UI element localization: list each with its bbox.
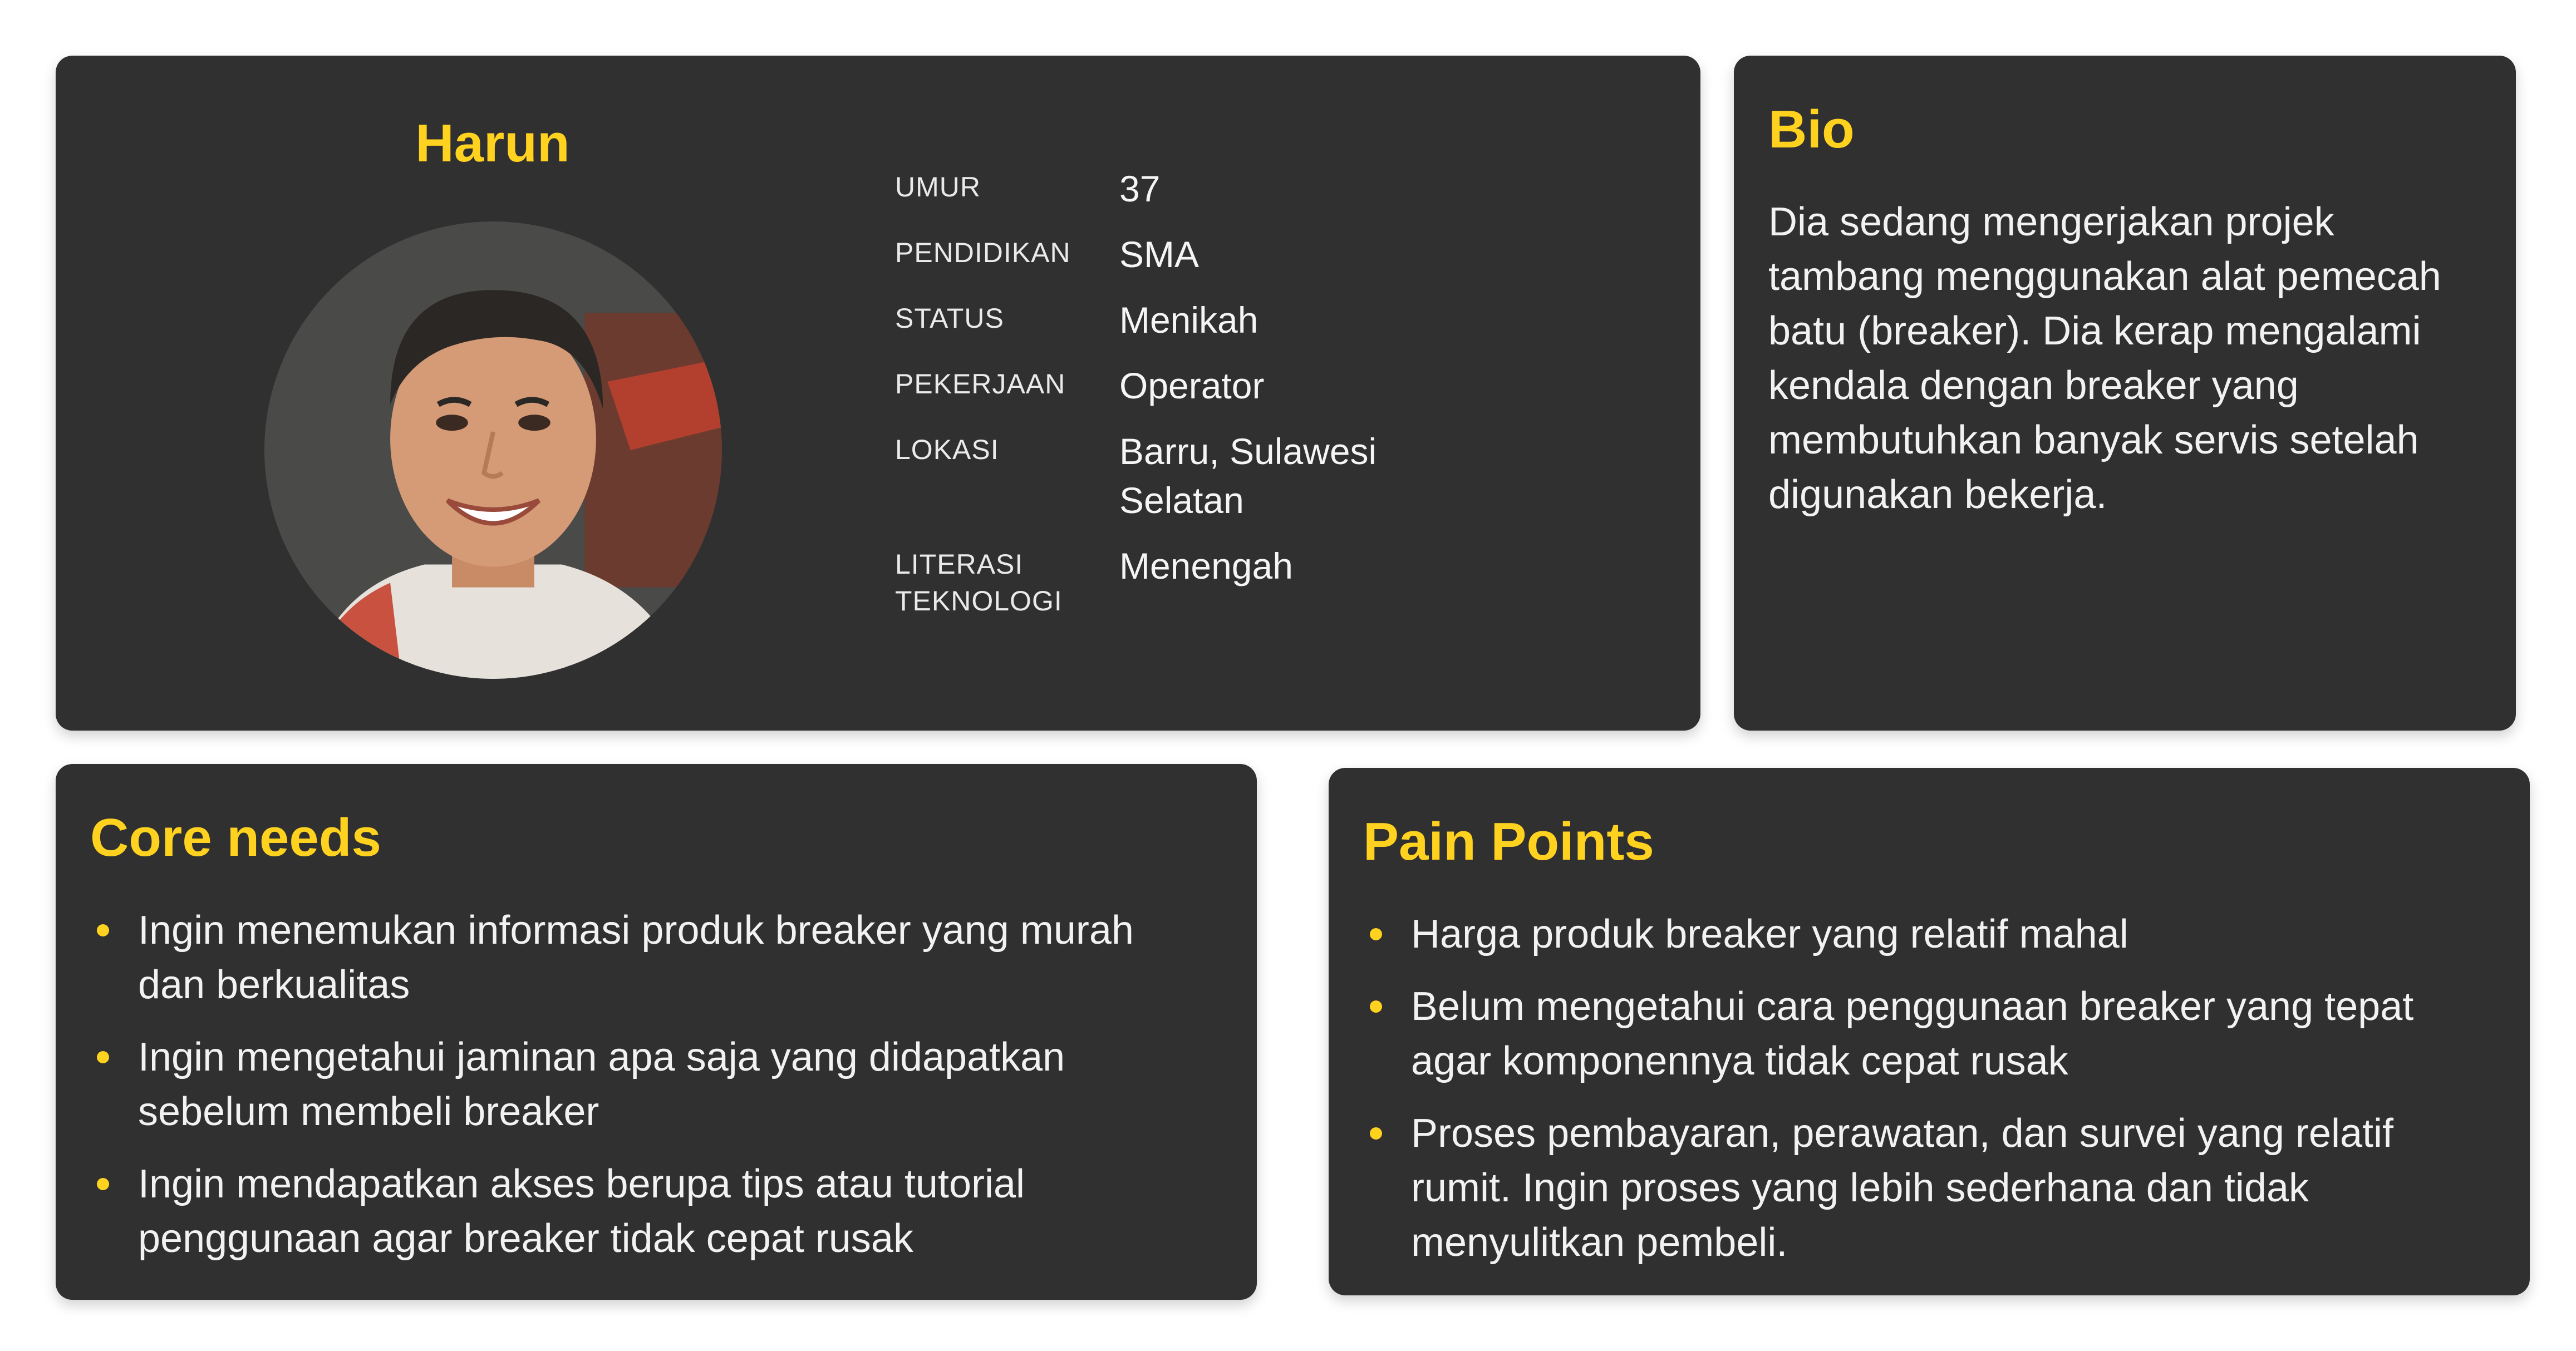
bullet-icon: [97, 1178, 109, 1190]
attr-label: UMUR: [895, 171, 981, 203]
list-item-text: Ingin mendapatkan akses berupa tips atau tutorial penggunaan agar breaker tidak cepat rusak: [138, 1162, 1025, 1261]
profile-card: [56, 56, 1700, 731]
attribute-table: [895, 164, 1674, 636]
bio-title: Bio: [1768, 100, 1855, 159]
attr-label: STATUS: [895, 303, 1004, 334]
list-item-text: Belum mengetahui cara penggunaan breaker yang tepat agar komponennya tidak cepat rusak: [1411, 984, 2414, 1083]
attr-label: PEKERJAAN: [895, 368, 1066, 400]
list-item-text: Ingin menemukan informasi produk breaker yang murah dan berkualitas: [138, 908, 1134, 1007]
core-needs-list: [90, 903, 1203, 1284]
list-item: [1363, 979, 2476, 1088]
attr-value: 37: [1119, 168, 1161, 209]
pain-points-title: Pain Points: [1363, 812, 1654, 871]
attr-label: PENDIDIKAN: [895, 237, 1071, 268]
list-item: [90, 903, 1203, 1012]
list-item-text: Harga produk breaker yang relatif mahal: [1411, 912, 2128, 956]
attr-value: Operator: [1119, 365, 1265, 406]
attr-row-occupation: [895, 361, 1674, 410]
core-needs-title: Core needs: [90, 808, 381, 867]
list-item-text: Proses pembayaran, perawatan, dan survei yang relatif rumit. Ingin proses yang lebih sederhana dan tidak menyulitkan pembeli.: [1411, 1111, 2393, 1265]
bio-card: [1734, 56, 2516, 731]
attr-value: Menengah: [1119, 545, 1293, 586]
attr-row-location: [895, 427, 1674, 525]
bullet-icon: [97, 924, 109, 936]
attr-value: Barru, Sulawesi Selatan: [1119, 431, 1377, 521]
attr-row-tech-literacy: [895, 541, 1674, 619]
list-item-text: Ingin mengetahui jaminan apa saja yang didapatkan sebelum membeli breaker: [138, 1035, 1065, 1134]
bullet-icon: [97, 1051, 109, 1063]
attr-row-education: [895, 230, 1674, 279]
attr-value: SMA: [1119, 234, 1199, 275]
bio-text: Dia sedang mengerjakan projek tambang menggunakan alat pemecah batu (breaker). Dia kerap mengalami kendala dengan breaker yang membutuhkan banyak servis setelah digunakan bekerja.: [1768, 200, 2441, 517]
attr-row-age: [895, 164, 1674, 213]
attr-row-status: [895, 295, 1674, 344]
pain-points-list: [1363, 907, 2476, 1288]
list-item: [90, 1157, 1203, 1266]
bullet-icon: [1370, 1127, 1382, 1140]
list-item: [1363, 1106, 2476, 1270]
core-needs-card: [56, 764, 1257, 1300]
avatar: [264, 221, 722, 679]
attr-label: LOKASI: [895, 434, 999, 465]
persona-name: Harun: [415, 114, 570, 173]
avatar-photo: [264, 221, 722, 679]
list-item: [1363, 907, 2476, 962]
list-item: [90, 1030, 1203, 1139]
bullet-icon: [1370, 1000, 1382, 1013]
attr-label: LITERASI TEKNOLOGI: [895, 549, 1063, 617]
pain-points-card: [1329, 768, 2530, 1295]
bullet-icon: [1370, 928, 1382, 940]
attr-value: Menikah: [1119, 299, 1258, 341]
